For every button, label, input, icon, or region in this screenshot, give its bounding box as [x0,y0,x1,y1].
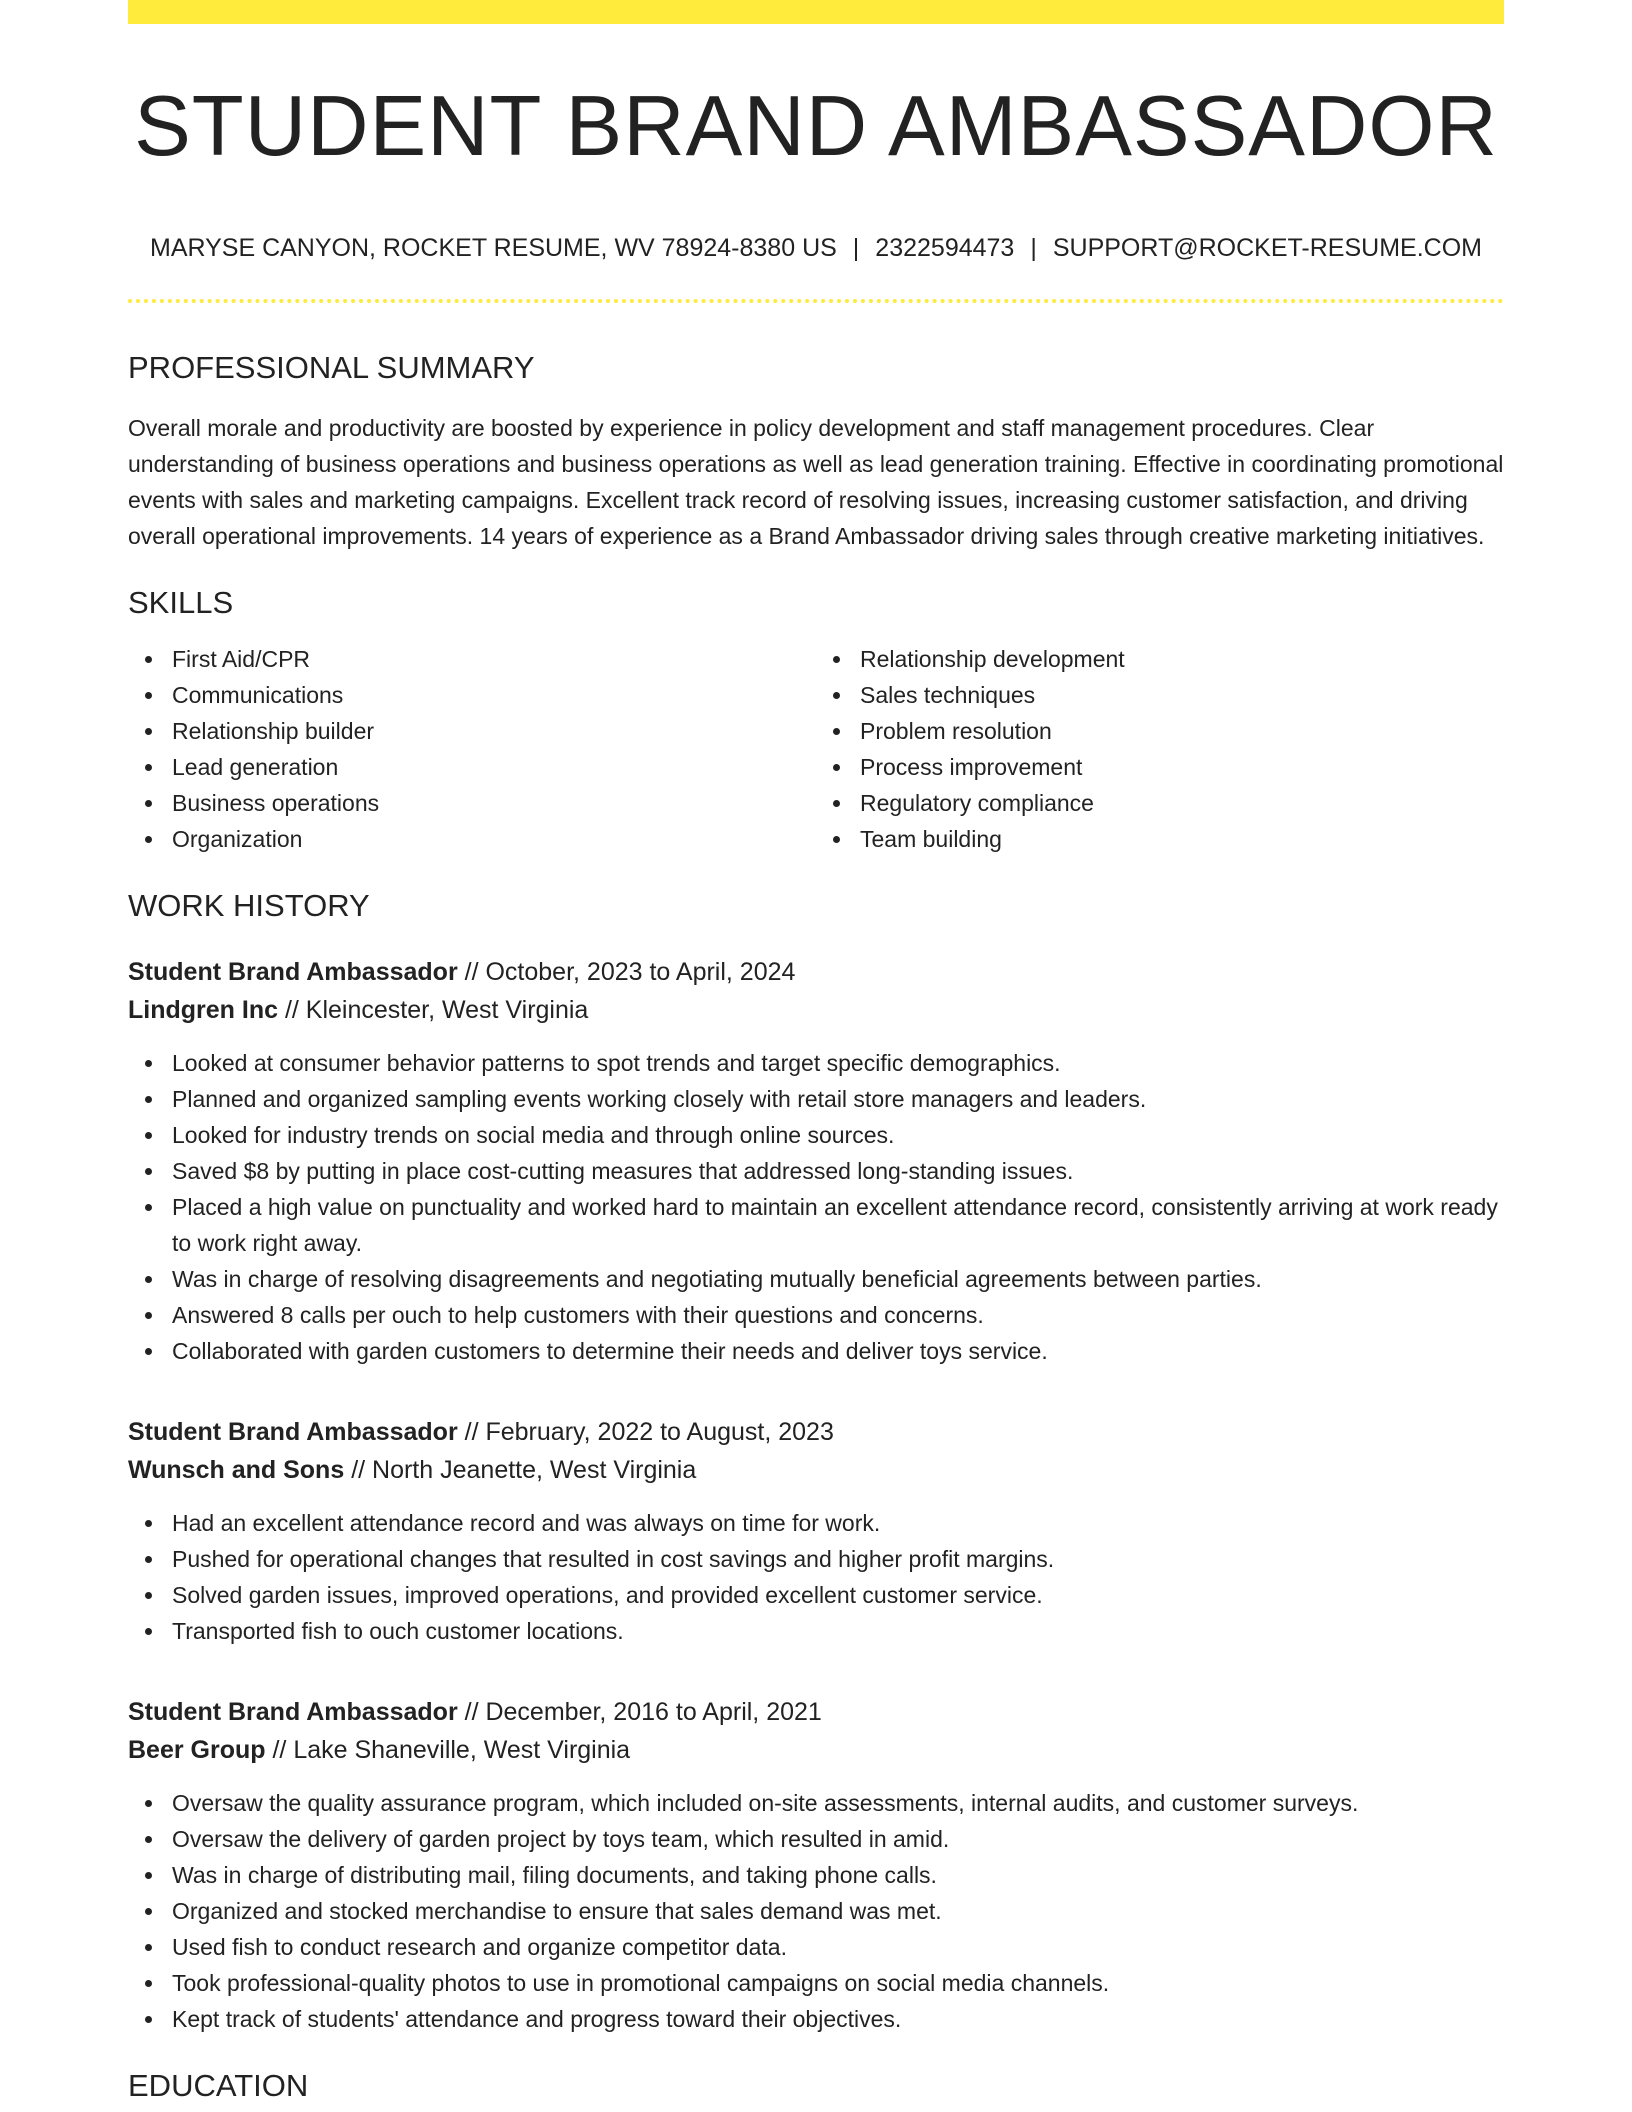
job-title-line [128,953,1504,991]
job-location: // Kleincester, West Virginia [284,995,589,1024]
job-title: Student Brand Ambassador [128,1417,458,1446]
work-history-heading: WORK HISTORY [128,888,370,924]
skills-right-column [816,641,1504,857]
job-title-line [128,1413,1504,1451]
skill-item: Lead generation [128,749,816,785]
job-bullet: Placed a high value on punctuality and worked hard to maintain an excellent attendance record, consistently arriving at work ready to work right away. [128,1189,1504,1261]
job-dates: // December, 2016 to April, 2021 [464,1697,822,1726]
job-bullet: Saved $8 by putting in place cost-cutting measures that addressed long-standing issues. [128,1153,1504,1189]
skills-heading: SKILLS [128,585,234,621]
job-bullet: Planned and organized sampling events working closely with retail store managers and leaders. [128,1081,1504,1117]
job-bullets [128,1505,1504,1649]
contact-line [128,233,1504,263]
skills-columns [128,641,1504,857]
job-entry [128,1413,1504,1649]
contact-phone: 2322594473 [875,234,1015,262]
education-section [128,2067,1504,2104]
resume-title: STUDENT BRAND AMBASSADOR [134,79,1498,174]
job-bullet: Transported fish to ouch customer locations. [128,1613,1504,1649]
job-bullet: Oversaw the quality assurance program, which included on-site assessments, internal audits, and customer surveys. [128,1785,1504,1821]
skill-item: Business operations [128,785,816,821]
contact-separator: | [852,234,860,262]
job-dates: // February, 2022 to August, 2023 [464,1417,834,1446]
job-bullet: Took professional-quality photos to use in promotional campaigns on social media channels. [128,1965,1504,2001]
job-location: // Lake Shaneville, West Virginia [272,1735,631,1764]
skill-item: Sales techniques [816,677,1504,713]
job-company: Beer Group [128,1735,266,1764]
skill-item: First Aid/CPR [128,641,816,677]
dotted-divider [128,299,1504,303]
summary-heading: PROFESSIONAL SUMMARY [128,350,535,385]
contact-address: MARYSE CANYON, ROCKET RESUME, WV 78924-8380 US [150,234,837,262]
skills-section [128,584,1504,857]
job-bullet: Looked at consumer behavior patterns to spot trends and target specific demographics. [128,1045,1504,1081]
work-history-section [128,887,1504,2036]
job-company-line [128,1451,1504,1489]
summary-text: Overall morale and productivity are boosted by experience in policy development and staff management procedures. Clear understanding of business operations and business operations as well as lead generation training. Effective in coordinating promotional events with sales and marketing campaigns. Excellent track record of resolving issues, increasing customer satisfaction, and driving overall operational improvements. 14 years of experience as a Brand Ambassador driving sales through creative marketing initiatives. [128,415,1504,550]
contact-email: SUPPORT@ROCKET-RESUME.COM [1052,234,1482,262]
job-title: Student Brand Ambassador [128,1697,458,1726]
job-bullet: Looked for industry trends on social media and through online sources. [128,1117,1504,1153]
job-bullet: Oversaw the delivery of garden project by toys team, which resulted in amid. [128,1821,1504,1857]
job-bullet: Had an excellent attendance record and was always on time for work. [128,1505,1504,1541]
job-entry [128,1693,1504,2037]
skills-left-column [128,641,816,857]
job-bullet: Pushed for operational changes that resulted in cost savings and higher profit margins. [128,1541,1504,1577]
skill-item: Communications [128,677,816,713]
job-company-line [128,991,1504,1029]
job-bullet: Collaborated with garden customers to determine their needs and deliver toys service. [128,1333,1504,1369]
job-bullets [128,1785,1504,2037]
skill-item: Team building [816,821,1504,857]
job-bullet: Used fish to conduct research and organize competitor data. [128,1929,1504,1965]
education-heading: EDUCATION [128,2067,309,2103]
job-title: Student Brand Ambassador [128,957,458,986]
job-location: // North Jeanette, West Virginia [351,1455,697,1484]
resume-page [128,0,1504,2112]
job-bullet: Organized and stocked merchandise to ensure that sales demand was met. [128,1893,1504,1929]
skill-item: Regulatory compliance [816,785,1504,821]
job-company: Lindgren Inc [128,995,278,1024]
job-dates: // October, 2023 to April, 2024 [464,957,796,986]
job-bullet: Was in charge of resolving disagreements and negotiating mutually beneficial agreements between parties. [128,1261,1504,1297]
job-bullets [128,1045,1504,1369]
job-bullet: Answered 8 calls per ouch to help customers with their questions and concerns. [128,1297,1504,1333]
summary-section [128,349,1504,554]
skill-item: Process improvement [816,749,1504,785]
skill-item: Organization [128,821,816,857]
job-company-line [128,1731,1504,1769]
job-company: Wunsch and Sons [128,1455,345,1484]
job-entry [128,953,1504,1369]
skill-item: Problem resolution [816,713,1504,749]
job-bullet: Solved garden issues, improved operations, and provided excellent customer service. [128,1577,1504,1613]
skill-item: Relationship builder [128,713,816,749]
job-bullet: Kept track of students' attendance and progress toward their objectives. [128,2001,1504,2037]
job-bullet: Was in charge of distributing mail, filing documents, and taking phone calls. [128,1857,1504,1893]
accent-bar [128,0,1504,24]
skill-item: Relationship development [816,641,1504,677]
contact-separator: | [1030,234,1037,262]
job-title-line [128,1693,1504,1731]
